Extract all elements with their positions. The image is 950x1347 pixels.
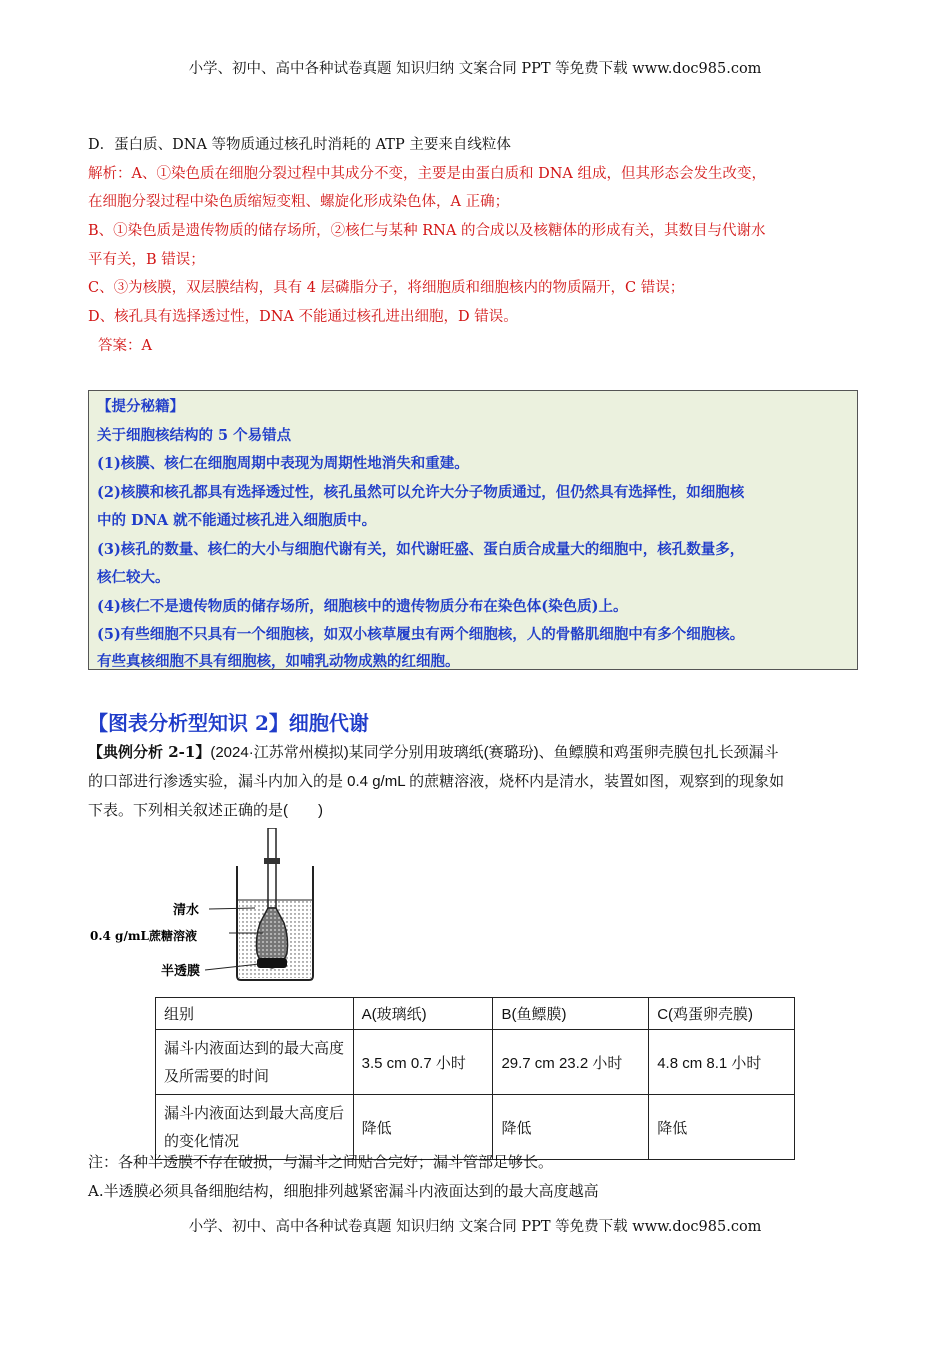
answer: 答案：A (98, 338, 152, 354)
label-water: 清水 (173, 903, 200, 918)
tip-box (88, 390, 858, 670)
tip-line: (2)核膜和核孔都具有选择透过性，核孔虽然可以允许大分子物质通过，但仍然具有选择性，如细胞核 (97, 484, 745, 501)
osmosis-apparatus-figure (85, 828, 345, 988)
table-row (156, 1095, 795, 1160)
table-cell: 漏斗内液面达到的最大高度及所需要的时间 (156, 1030, 354, 1095)
question-line (88, 741, 779, 762)
table-cell: 降低 (649, 1095, 795, 1160)
analysis-line: 解析：A、①染色质在细胞分裂过程中其成分不变，主要是由蛋白质和 DNA 组成，但其形态会发生改变， (88, 166, 766, 182)
tip-line: 核仁较大。 (97, 569, 170, 586)
table-row (156, 998, 795, 1030)
analysis-line: B、①染色质是遗传物质的储存场所，②核仁与某种 RNA 的合成以及核糖体的形成有关，其数目与代谢水 (88, 223, 766, 239)
label-sucrose: 0.4 g/mL蔗糖溶液 (90, 929, 197, 943)
question-line: 的口部进行渗透实验，漏斗内加入的是 0.4 g/mL 的蔗糖溶液，烧杯内是清水，装置如图，观察到的现象如 (88, 773, 785, 790)
tip-line: (5)有些细胞不只具有一个细胞核，如双小核草履虫有两个细胞核，人的骨骼肌细胞中有多个细胞核。 (97, 626, 745, 643)
tip-line: (4)核仁不是遗传物质的储存场所，细胞核中的遗传物质分布在染色体(染色质)上。 (97, 598, 628, 615)
tip-line: 【提分秘籍】 (97, 398, 184, 415)
page-header: 小学、初中、高中各种试卷真题 知识归纳 文案合同 PPT 等免费下载 www.doc985.com (188, 61, 762, 77)
table-cell: A(玻璃纸) (353, 998, 493, 1030)
tube-mark (264, 858, 280, 864)
funnel-tube (268, 828, 276, 908)
question-text: (2024·江苏常州模拟)某同学分别用玻璃纸(赛璐玢)、鱼鳔膜和鸡蛋卵壳膜包扎长颈漏斗 (210, 744, 779, 761)
tip-line: 关于细胞核结构的 5 个易错点 (97, 427, 292, 444)
tip-line: (3)核孔的数量、核仁的大小与细胞代谢有关，如代谢旺盛、蛋白质合成量大的细胞中，核孔数量多， (97, 541, 745, 558)
analysis-line: C、③为核膜，双层膜结构，具有 4 层磷脂分子，将细胞质和细胞核内的物质隔开，C 错误； (88, 280, 685, 296)
analysis-line: 平有关，B 错误； (88, 252, 205, 268)
table-cell: 降低 (493, 1095, 649, 1160)
note: 注：各种半透膜不存在破损，与漏斗之间贴合完好；漏斗管部足够长。 (88, 1153, 554, 1171)
tip-line: 有些真核细胞不具有细胞核，如哺乳动物成熟的红细胞。 (97, 653, 460, 670)
results-table (155, 997, 795, 1160)
tip-line: (1)核膜、核仁在细胞周期中表现为周期性地消失和重建。 (97, 455, 469, 472)
table-cell: 降低 (353, 1095, 493, 1160)
question-label: 【典例分析 2-1】 (88, 743, 211, 761)
page-footer: 小学、初中、高中各种试卷真题 知识归纳 文案合同 PPT 等免费下载 www.doc985.com (188, 1219, 762, 1235)
table-cell: 29.7 cm 23.2 小时 (493, 1030, 649, 1095)
table-cell: C(鸡蛋卵壳膜) (649, 998, 795, 1030)
table-cell: 漏斗内液面达到最大高度后的变化情况 (156, 1095, 354, 1160)
table-cell: 组别 (156, 998, 354, 1030)
option-a: A.半透膜必须具备细胞结构，细胞排列越紧密漏斗内液面达到的最大高度越高 (88, 1182, 599, 1200)
label-membrane: 半透膜 (161, 964, 201, 979)
analysis-line: 在细胞分裂过程中染色质缩短变粗、螺旋化形成染色体，A 正确； (88, 194, 510, 210)
option-d: D．蛋白质、DNA 等物质通过核孔时消耗的 ATP 主要来自线粒体 (88, 137, 511, 153)
analysis-line: D、核孔具有选择透过性，DNA 不能通过核孔进出细胞，D 错误。 (88, 309, 518, 325)
membrane (257, 958, 287, 968)
table-cell: 4.8 cm 8.1 小时 (649, 1030, 795, 1095)
question-line: 下表。下列相关叙述正确的是( ) (88, 802, 323, 819)
table-cell: 3.5 cm 0.7 小时 (353, 1030, 493, 1095)
table-row (156, 1030, 795, 1095)
section-title: 【图表分析型知识 2】细胞代谢 (88, 711, 369, 735)
tip-line: 中的 DNA 就不能通过核孔进入细胞质中。 (97, 512, 377, 529)
table-cell: B(鱼鳔膜) (493, 998, 649, 1030)
